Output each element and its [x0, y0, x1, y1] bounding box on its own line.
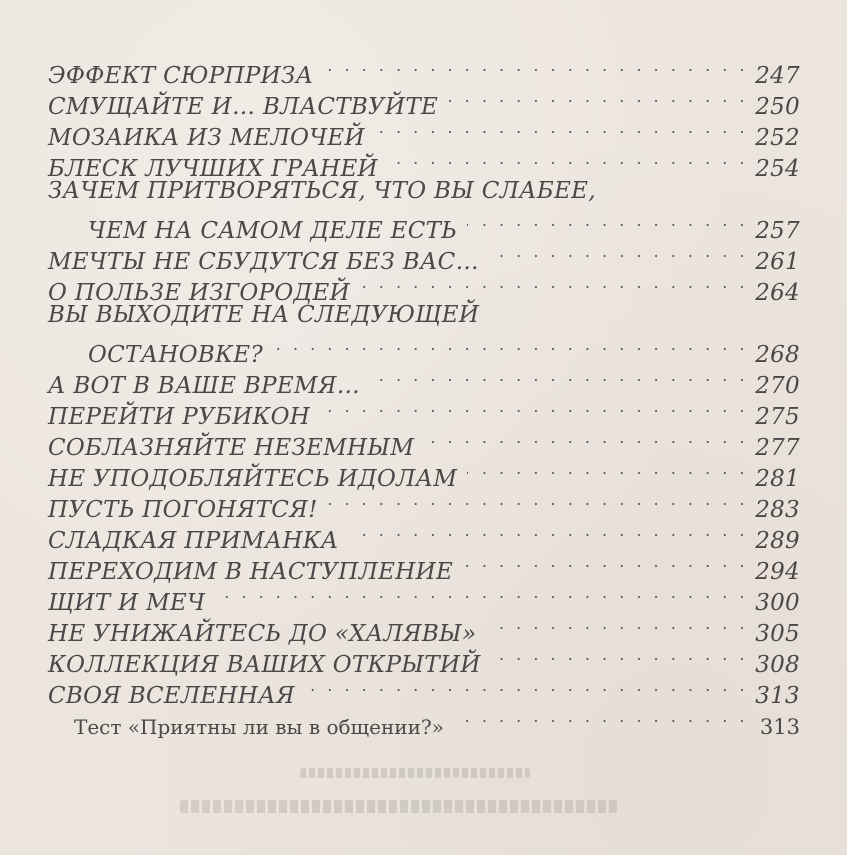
toc-entry-line [48, 703, 800, 739]
toc-page-number: 281 [755, 466, 800, 492]
toc-entry[interactable] [48, 52, 800, 89]
toc-page-number: 283 [755, 497, 800, 523]
toc-entry[interactable] [48, 83, 800, 120]
toc-page-number: 247 [755, 63, 800, 89]
toc-entry-line [48, 672, 800, 709]
dot-leader [463, 546, 748, 577]
toc-page-number: 313 [755, 683, 800, 709]
show-through-line [180, 800, 620, 813]
toc-entry-title: НЕ УПОДОБЛЯЙТЕСЬ ИДОЛАМ [48, 466, 458, 492]
dot-leader [388, 143, 748, 174]
toc-entry-line [48, 548, 800, 585]
toc-page-number: 254 [755, 156, 800, 182]
toc-entry-line [48, 83, 800, 120]
toc-entry-line [48, 145, 800, 182]
toc-entry-line [48, 114, 800, 151]
toc-entry-line [48, 300, 800, 331]
dot-leader [323, 50, 748, 81]
toc-entry-title: О ПОЛЬЗЕ ИЗГОРОДЕЙ [48, 280, 350, 306]
toc-page-number: 252 [755, 125, 800, 151]
toc-entry-line [48, 517, 800, 554]
toc-entry-title: СЛАДКАЯ ПРИМАНКА [48, 528, 339, 554]
toc-entry-title: ПЕРЕЙТИ РУБИКОН [48, 404, 311, 430]
dot-leader [320, 391, 748, 422]
toc-entry-title: ПЕРЕХОДИМ В НАСТУПЛЕНИЕ [48, 559, 454, 585]
toc-entry-title: СОБЛАЗНЯЙТЕ НЕЗЕМНЫМ [48, 435, 415, 461]
toc-entry-title: КОЛЛЕКЦИЯ ВАШИХ ОТКРЫТИЙ [48, 652, 481, 678]
toc-entry[interactable] [48, 238, 800, 275]
toc-entry[interactable] [48, 517, 800, 554]
dot-leader [328, 484, 748, 515]
toc-page-number: 294 [755, 559, 800, 585]
toc-entry-continuation-line [48, 331, 800, 368]
toc-entry-continuation-line [48, 207, 800, 244]
toc-entry[interactable] [48, 424, 800, 461]
toc-page-number: 313 [759, 715, 800, 739]
toc-entry[interactable] [48, 548, 800, 585]
toc-entry[interactable] [48, 610, 800, 647]
dot-leader [349, 515, 748, 546]
reverse-side-show-through [280, 760, 580, 820]
toc-entry-line [48, 641, 800, 678]
toc-entry-title: НЕ УНИЖАЙТЕСЬ ДО «ХАЛЯВЫ» [48, 621, 477, 647]
dot-leader [424, 422, 748, 453]
toc-entry-title: ЩИТ И МЕЧ [48, 590, 206, 616]
dot-leader [491, 639, 748, 670]
dot-leader [215, 577, 748, 608]
show-through-line [300, 768, 530, 778]
toc-entry-title: МЕЧТЫ НЕ СБУДУТСЯ БЕЗ ВАС… [48, 249, 479, 275]
toc-entry[interactable] [48, 703, 800, 739]
toc-entry-title: Тест «Приятны ли вы в общении?» [74, 715, 444, 739]
toc-entry-title: БЛЕСК ЛУЧШИХ ГРАНЕЙ [48, 156, 378, 182]
toc-entry[interactable] [48, 362, 800, 399]
toc-entry[interactable] [48, 176, 800, 244]
toc-page-number: 261 [755, 249, 800, 275]
toc-entry-title: ПУСТЬ ПОГОНЯТСЯ! [48, 497, 318, 523]
dot-leader [489, 236, 748, 267]
toc-entry-line [48, 424, 800, 461]
toc-page-number: 305 [755, 621, 800, 647]
toc-page-number: 257 [755, 218, 800, 244]
toc-entry-title: ЧЕМ НА САМОМ ДЕЛЕ ЕСТЬ [88, 218, 458, 244]
toc-page-number: 275 [755, 404, 800, 430]
dot-leader [370, 360, 748, 391]
toc-entry-line [48, 52, 800, 89]
toc-entry-line [48, 486, 800, 523]
toc-entry-line [48, 455, 800, 492]
toc-entry-title: ЭФФЕКТ СЮРПРИЗА [48, 63, 314, 89]
toc-entry[interactable] [48, 641, 800, 678]
dot-leader [448, 81, 748, 112]
toc-page-number: 289 [755, 528, 800, 554]
toc-page-number: 308 [755, 652, 800, 678]
toc-entry-title: СВОЯ ВСЕЛЕННАЯ [48, 683, 295, 709]
toc-entry[interactable] [48, 269, 800, 306]
dot-leader [305, 670, 748, 701]
toc-page-number: 270 [755, 373, 800, 399]
dot-leader [454, 701, 748, 732]
toc-entry-title: ЗАЧЕМ ПРИТВОРЯТЬСЯ, ЧТО ВЫ СЛАБЕЕ, [48, 178, 596, 204]
dot-leader [273, 329, 748, 360]
toc-entry[interactable] [48, 455, 800, 492]
dot-leader [486, 608, 748, 639]
dot-leader [467, 205, 748, 236]
toc-entry[interactable] [48, 114, 800, 151]
toc-entry-title: СМУЩАЙТЕ И… ВЛАСТВУЙТЕ [48, 94, 439, 120]
table-of-contents [48, 52, 800, 739]
toc-entry-line [48, 238, 800, 275]
toc-entry[interactable] [48, 579, 800, 616]
dot-leader [375, 112, 748, 143]
toc-entry[interactable] [48, 672, 800, 709]
toc-entry-line [48, 269, 800, 306]
toc-entry-line [48, 176, 800, 207]
toc-page-number: 268 [755, 342, 800, 368]
dot-leader [467, 453, 748, 484]
toc-entry[interactable] [48, 300, 800, 368]
toc-entry[interactable] [48, 145, 800, 182]
toc-entry-line [48, 362, 800, 399]
toc-page-number: 264 [755, 280, 800, 306]
toc-page-number: 250 [755, 94, 800, 120]
toc-entry-line [48, 579, 800, 616]
toc-entry[interactable] [48, 393, 800, 430]
toc-entry-title: ВЫ ВЫХОДИТЕ НА СЛЕДУЮЩЕЙ [48, 302, 480, 328]
toc-page-number: 300 [755, 590, 800, 616]
toc-page-number: 277 [755, 435, 800, 461]
dot-leader [360, 267, 748, 298]
toc-entry-line [48, 393, 800, 430]
toc-entry[interactable] [48, 486, 800, 523]
toc-entry-title: МОЗАИКА ИЗ МЕЛОЧЕЙ [48, 125, 365, 151]
toc-entry-line [48, 610, 800, 647]
toc-entry-title: А ВОТ В ВАШЕ ВРЕМЯ… [48, 373, 361, 399]
toc-entry-title: ОСТАНОВКЕ? [88, 342, 263, 368]
